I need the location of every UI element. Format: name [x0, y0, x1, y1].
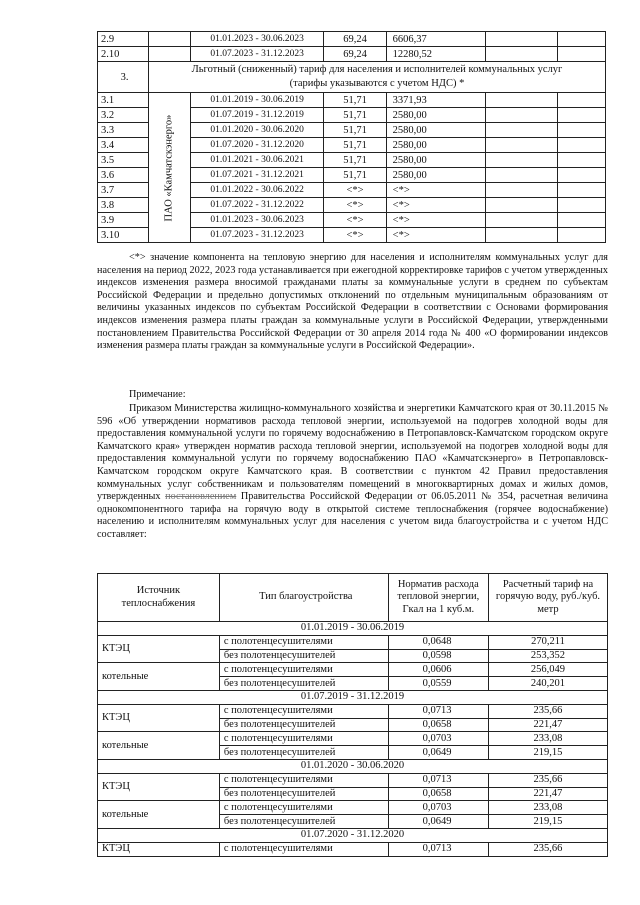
tariff-cell: 253,352 — [488, 649, 607, 663]
type-cell: с полотенцесушителями — [219, 635, 388, 649]
row-number: 2.9 — [98, 32, 149, 47]
source-cell: котельные — [98, 663, 220, 691]
norm-cell: 0,0703 — [388, 801, 488, 815]
empty-cell — [558, 123, 606, 138]
norm-cell: 0,0713 — [388, 773, 488, 787]
section-title-line2: (тарифы указываются с учетом НДС) * — [289, 78, 465, 89]
empty-cell — [485, 123, 557, 138]
empty-cell — [485, 168, 557, 183]
value-cell: 6606,37 — [386, 32, 485, 47]
norm-cell: 0,0658 — [388, 787, 488, 801]
norm-cell: 0,0713 — [388, 704, 488, 718]
empty-cell — [485, 138, 557, 153]
empty-cell — [558, 168, 606, 183]
source-cell: КТЭЦ — [98, 773, 220, 801]
table-row — [98, 732, 608, 746]
value-cell: 12280,52 — [386, 47, 485, 62]
type-cell: с полотенцесушителями — [219, 801, 388, 815]
row-number: 3.8 — [98, 198, 149, 213]
value-cell: <*> — [324, 183, 386, 198]
period-label: 01.07.2020 - 31.12.2020 — [98, 828, 608, 842]
table-row — [98, 635, 608, 649]
empty-cell — [558, 228, 606, 243]
empty-cell — [558, 153, 606, 168]
tariff-cell: 233,08 — [488, 801, 607, 815]
tariff-cell: 235,66 — [488, 773, 607, 787]
row-number: 3.9 — [98, 213, 149, 228]
type-cell: с полотенцесушителями — [219, 842, 388, 856]
norm-cell: 0,0598 — [388, 649, 488, 663]
note-text — [97, 403, 608, 542]
table-row — [98, 842, 608, 856]
period-cell: 01.01.2020 - 30.06.2020 — [190, 123, 324, 138]
period-cell: 01.01.2022 - 30.06.2022 — [190, 183, 324, 198]
period-label: 01.01.2020 - 30.06.2020 — [98, 759, 608, 773]
period-cell: 01.07.2023 - 31.12.2023 — [190, 47, 324, 62]
period-cell: 01.01.2023 - 30.06.2023 — [190, 213, 324, 228]
source-cell: КТЭЦ — [98, 635, 220, 663]
value-cell: <*> — [386, 183, 485, 198]
tariff-table — [97, 31, 606, 243]
org-cell — [149, 93, 191, 243]
norm-cell: 0,0649 — [388, 746, 488, 760]
period-cell: 01.01.2023 - 30.06.2023 — [190, 32, 324, 47]
note-text-part2: Правительства Российской Федерации от 06.05.2011 № 354, расчетная величина однокомпонентного тарифа на горячую воду в открытой системе теплоснабжения (горячее водоснабжение) населению и исполнителям коммунальных услуг для населения с учетом вида благоустройства и с учетом НДС составляет: — [97, 491, 608, 540]
empty-cell — [485, 32, 557, 47]
header-tariff: Расчетный тариф на горячую воду, руб./куб. метр — [488, 574, 607, 622]
norm-cell: 0,0658 — [388, 718, 488, 732]
row-number: 3.4 — [98, 138, 149, 153]
norm-cell: 0,0648 — [388, 635, 488, 649]
type-cell: с полотенцесушителями — [219, 663, 388, 677]
empty-cell — [485, 108, 557, 123]
period-row — [98, 828, 608, 842]
tariff-cell: 221,47 — [488, 718, 607, 732]
tariff-cell: 235,66 — [488, 842, 607, 856]
source-cell: КТЭЦ — [98, 842, 220, 856]
period-label: 01.07.2019 - 31.12.2019 — [98, 690, 608, 704]
period-cell: 01.01.2019 - 30.06.2019 — [190, 93, 324, 108]
header-row — [98, 574, 608, 622]
section-number: 3. — [98, 62, 149, 93]
row-number: 2.10 — [98, 47, 149, 62]
section-title — [149, 62, 606, 93]
value-cell: <*> — [386, 213, 485, 228]
value-cell: 2580,00 — [386, 138, 485, 153]
value-cell: 51,71 — [324, 168, 386, 183]
tariff-table-body — [98, 32, 606, 243]
table-row — [98, 663, 608, 677]
empty-cell — [558, 93, 606, 108]
value-cell: 2580,00 — [386, 123, 485, 138]
period-cell: 01.07.2022 - 31.12.2022 — [190, 198, 324, 213]
hot-water-tariff-body — [98, 622, 608, 857]
note-struck-word: постановлением — [165, 491, 237, 503]
source-cell: КТЭЦ — [98, 704, 220, 732]
tariff-cell: 233,08 — [488, 732, 607, 746]
row-number: 3.3 — [98, 123, 149, 138]
type-cell: без полотенцесушителей — [219, 677, 388, 691]
type-cell: без полотенцесушителей — [219, 649, 388, 663]
period-label: 01.01.2019 - 30.06.2019 — [98, 622, 608, 636]
norm-cell: 0,0606 — [388, 663, 488, 677]
value-cell: 51,71 — [324, 108, 386, 123]
type-cell: без полотенцесушителей — [219, 718, 388, 732]
tariff-cell: 256,049 — [488, 663, 607, 677]
type-cell: без полотенцесушителей — [219, 787, 388, 801]
table-row — [98, 47, 606, 62]
type-cell: без полотенцесушителей — [219, 815, 388, 829]
note-heading: Примечание: — [129, 389, 186, 400]
type-cell: без полотенцесушителей — [219, 746, 388, 760]
header-type: Тип благоустройства — [219, 574, 388, 622]
period-cell: 01.07.2020 - 31.12.2020 — [190, 138, 324, 153]
type-cell: с полотенцесушителями — [219, 704, 388, 718]
value-cell: 2580,00 — [386, 108, 485, 123]
row-number: 3.6 — [98, 168, 149, 183]
row-number: 3.10 — [98, 228, 149, 243]
row-number: 3.7 — [98, 183, 149, 198]
empty-cell — [485, 228, 557, 243]
table-row — [98, 32, 606, 47]
tariff-cell: 240,201 — [488, 677, 607, 691]
source-cell: котельные — [98, 801, 220, 829]
header-source: Источник теплоснабжения — [98, 574, 220, 622]
note-text-part1: Приказом Министерства жилищно-коммунального хозяйства и энергетики Камчатского края от 30.11.2015 № 596 «Об утверждении нормативов расхода тепловой энергии, используемой на подогрев холодной воды для предоставления коммунальной услуги по горячему водоснабжению в Петропавловск-Камчатском городском округе Камчатского края» утвержден норматив расхода тепловой энергии, используемой на подогрев холодной воды для предоставления коммунальной услуги по горячему водоснабжению ПАО «Камчатскэнерго» в Петропавловск-Камчатском городском округе Камчатского края. В соответствии с пунктом 42 Правил предоставления коммунальных услуг собственникам и пользователям помещений в многоквартирных домах и жилых домов, утвержденных — [97, 403, 608, 503]
norm-cell: 0,0713 — [388, 842, 488, 856]
norm-cell: 0,0649 — [388, 815, 488, 829]
table-row — [98, 801, 608, 815]
empty-cell — [558, 138, 606, 153]
period-row — [98, 622, 608, 636]
type-cell: с полотенцесушителями — [219, 732, 388, 746]
value-cell: 51,71 — [324, 138, 386, 153]
value-cell: <*> — [386, 198, 485, 213]
section-row — [98, 62, 606, 93]
tariff-cell: 219,15 — [488, 746, 607, 760]
value-cell: 51,71 — [324, 123, 386, 138]
value-cell: 69,24 — [324, 32, 386, 47]
empty-cell — [485, 198, 557, 213]
value-cell: 3371,93 — [386, 93, 485, 108]
period-row — [98, 759, 608, 773]
type-cell: с полотенцесушителями — [219, 773, 388, 787]
value-cell: <*> — [324, 228, 386, 243]
empty-cell — [558, 47, 606, 62]
empty-cell — [485, 213, 557, 228]
row-number: 3.2 — [98, 108, 149, 123]
section-title-line1: Льготный (сниженный) тариф для населения и исполнителей коммунальных услуг — [191, 64, 563, 75]
tariff-cell: 270,211 — [488, 635, 607, 649]
row-number: 3.1 — [98, 93, 149, 108]
value-cell: <*> — [324, 213, 386, 228]
empty-cell — [558, 198, 606, 213]
table-row — [98, 93, 606, 108]
org-name: ПАО «Камчатскэнерго» — [163, 114, 175, 221]
empty-cell — [485, 93, 557, 108]
empty-cell — [485, 47, 557, 62]
hot-water-tariff-table — [97, 573, 608, 857]
period-cell: 01.07.2019 - 31.12.2019 — [190, 108, 324, 123]
tariff-cell: 219,15 — [488, 815, 607, 829]
empty-cell — [485, 153, 557, 168]
table-row — [98, 704, 608, 718]
period-cell: 01.07.2023 - 31.12.2023 — [190, 228, 324, 243]
value-cell: 51,71 — [324, 153, 386, 168]
value-cell: 51,71 — [324, 93, 386, 108]
tariff-cell: 221,47 — [488, 787, 607, 801]
period-cell: 01.07.2021 - 31.12.2021 — [190, 168, 324, 183]
empty-cell — [558, 108, 606, 123]
empty-cell — [558, 213, 606, 228]
value-cell: 69,24 — [324, 47, 386, 62]
empty-cell — [558, 183, 606, 198]
org-cell — [149, 32, 191, 47]
value-cell: 2580,00 — [386, 168, 485, 183]
tariff-cell: 235,66 — [488, 704, 607, 718]
empty-cell — [485, 183, 557, 198]
empty-cell — [558, 32, 606, 47]
period-cell: 01.01.2021 - 30.06.2021 — [190, 153, 324, 168]
value-cell: <*> — [386, 228, 485, 243]
source-cell: котельные — [98, 732, 220, 760]
footnote-text: <*> значение компонента на тепловую энергию для населения и исполнителям коммунальных услуг для населения на период 2022, 2023 года устанавливается при ежегодной корректировке тарифов с учетом утвержденных индексов изменения размера вносимой гражданами платы за коммунальные услуги в среднем по субъектам Российской Федерации и предельно допустимых отклонений по отдельным муниципальным образованиям от величины указанных индексов по субъектам Российской Федерации в соответствии с Основами формирования индексов изменения размера платы граждан за коммунальные услуги в Российской Федерации, утвержденными постановлением Правительства Российской Федерации от 30 апреля 2014 года № 400 «О формировании индексов изменения размера платы граждан за коммунальные услуги в Российской Федерации». — [97, 252, 608, 352]
header-norm: Норматив расхода тепловой энергии, Гкал на 1 куб.м. — [388, 574, 488, 622]
value-cell: <*> — [324, 198, 386, 213]
period-row — [98, 690, 608, 704]
value-cell: 2580,00 — [386, 153, 485, 168]
norm-cell: 0,0703 — [388, 732, 488, 746]
row-number: 3.5 — [98, 153, 149, 168]
table-row — [98, 773, 608, 787]
norm-cell: 0,0559 — [388, 677, 488, 691]
org-cell — [149, 47, 191, 62]
